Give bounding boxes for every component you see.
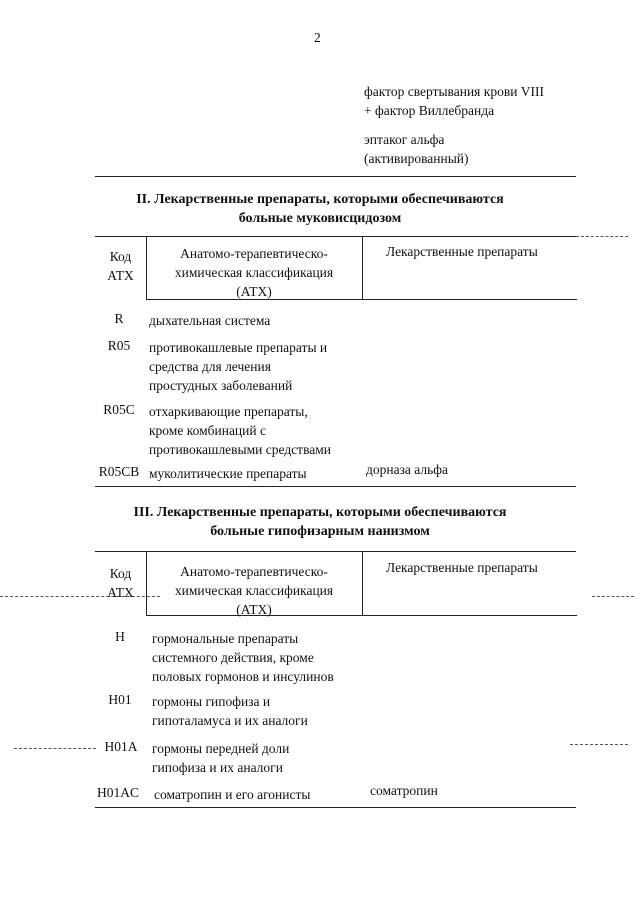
section3-row-desc: гормоны передней доли гипофиза и их аналоги [152,741,290,775]
section2-row-desc: муколитические препараты [149,466,307,481]
section3-table-top-rule [95,551,576,552]
section3-scan-artifact-right [592,596,634,597]
section2-header-atc: Анатомо-терапевтическо- химическая классификация (АТХ) [174,246,334,299]
section3-header-atc: Анатомо-терапевтическо- химическая классификация (АТХ) [174,564,334,617]
top-item-factor-viii: фактор свертывания крови VIII + фактор Виллебранда [364,84,545,118]
section3-row-desc: соматропин и его агонисты [154,787,311,802]
section3-header-code: Код АТХ [107,566,134,600]
top-item-eptacog: эптаког альфа (активированный) [364,132,469,166]
section3-row-drug: соматропин [370,783,438,798]
section3-row-code: H01AC [97,785,140,800]
section2-row-code: R05C [103,402,135,417]
section2-row-desc: противокашлевые препараты и средства для лечения простудных заболеваний [149,340,328,393]
section2-table-top-rule [95,236,576,237]
section2-title: II. Лекарственные препараты, которыми обеспечиваются больные муковисцидозом [136,192,504,226]
section2-scan-artifact [576,236,628,237]
section3-title: III. Лекарственные препараты, которыми обеспечиваются больные гипофизарным нанизмом [133,505,507,539]
section2-header-divider-2 [362,236,363,299]
section3-row-code: H01A [104,739,138,754]
section2-row-code: R05CB [98,464,140,479]
section3-row-code: H01 [108,692,132,707]
section2-row-code: R [114,311,124,326]
section3-table-bottom-rule [95,807,576,808]
section3-scan-artifact-mid-right [570,744,628,745]
section2-row-desc: отхаркивающие препараты, кроме комбинаций с противокашлевыми средствами [149,404,332,457]
section2-header-drugs: Лекарственные препараты [386,244,538,259]
section2-table-bottom-rule [95,486,576,487]
page-number: 2 [314,30,321,45]
section3-header-divider-2 [362,551,363,615]
section3-scan-artifact-mid-left [14,748,96,749]
section2-row-desc: дыхательная система [149,313,271,328]
section2-row-code: R05 [107,338,131,353]
section3-row-desc: гормональные препараты системного действия, кроме половых гормонов и инсулинов [152,631,334,684]
section2-header-code: Код АТХ [107,249,134,283]
top-block-bottom-rule [95,176,576,177]
section2-row-drug: дорназа альфа [366,462,449,477]
section3-row-code: H [115,629,125,644]
section3-header-drugs: Лекарственные препараты [386,560,538,575]
section3-row-desc: гормоны гипофиза и гипоталамуса и их аналоги [152,694,308,728]
